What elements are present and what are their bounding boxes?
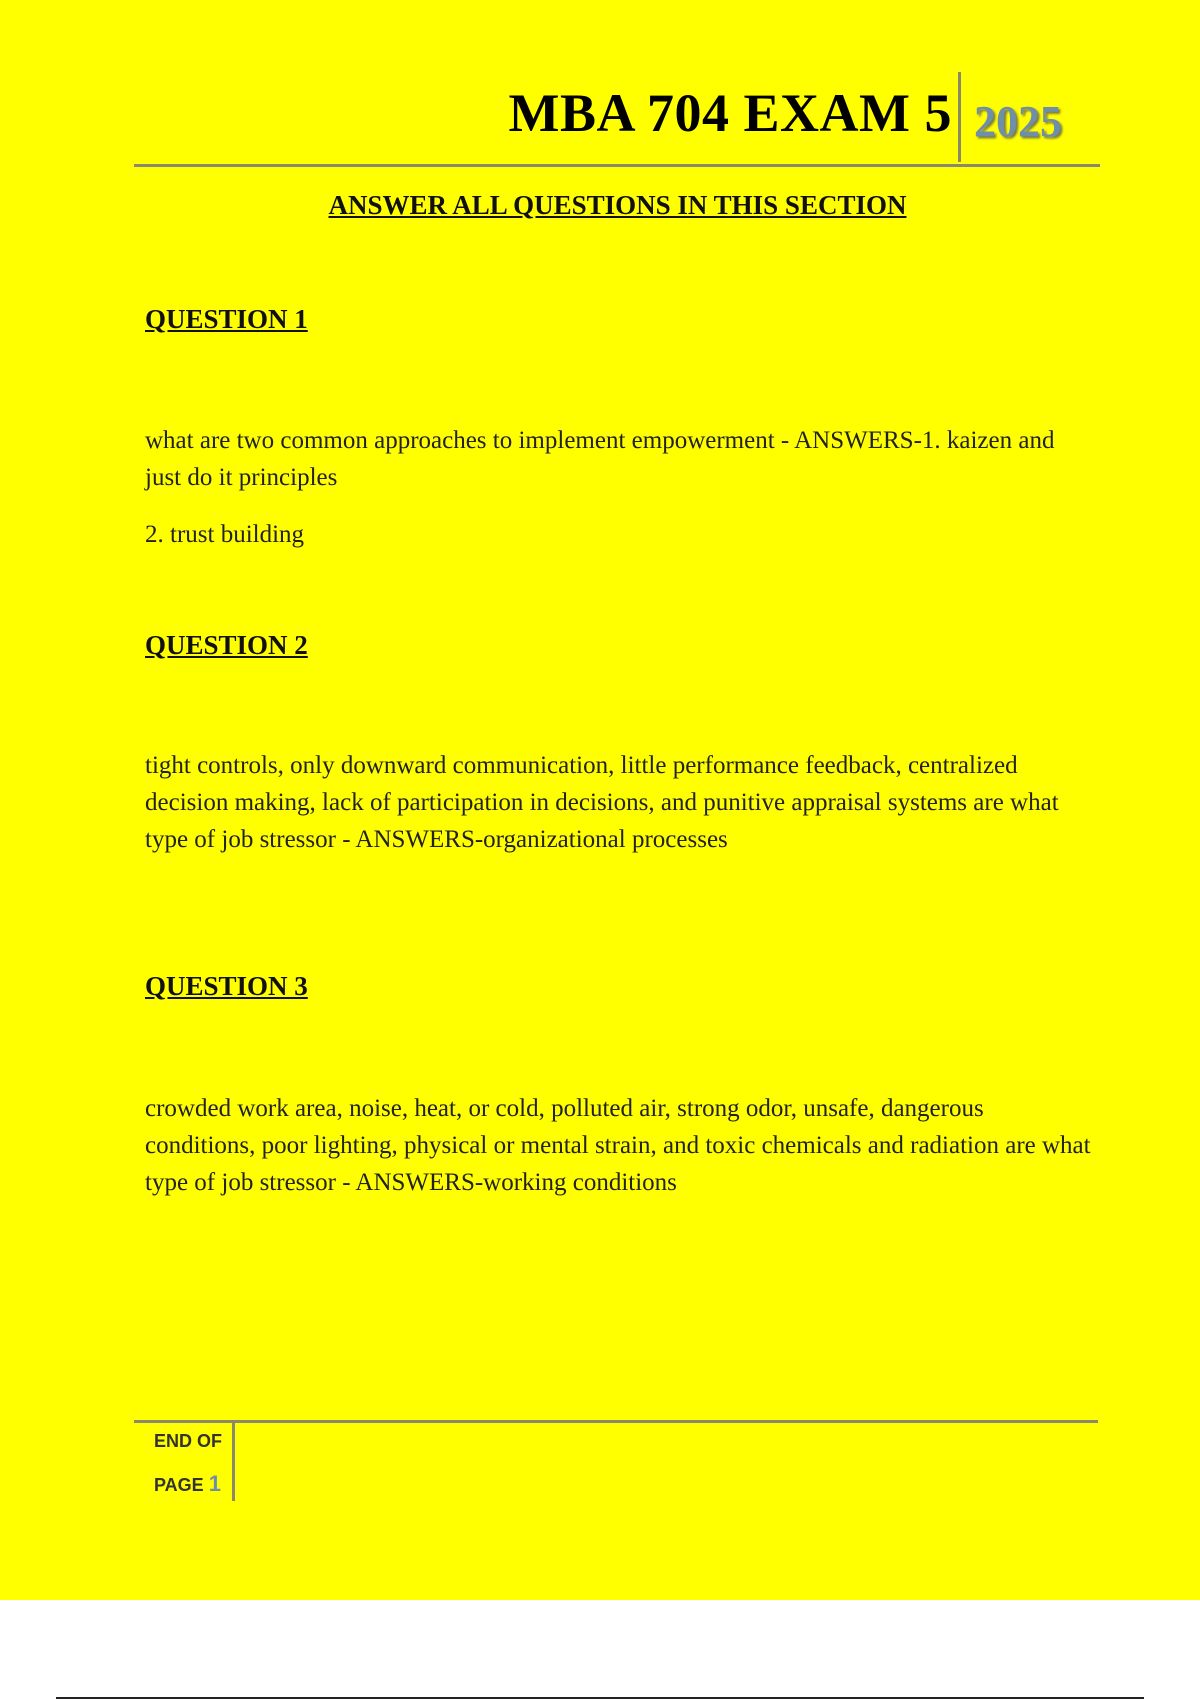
footer-page-number: 1	[208, 1471, 221, 1496]
question-2-text: tight controls, only downward communication, little performance feedback, centralized decision making, lack of participation in decisions, and punitive appraisal systems are what type of job stressor - ANSWERS-organizational processes	[145, 752, 1059, 853]
question-3-text: crowded work area, noise, heat, or cold, polluted air, strong odor, unsafe, dangerous conditions, poor lighting, physical or mental strain, and toxic chemicals and radiation are what type of job stressor - ANSWERS-working conditions	[145, 1095, 1091, 1196]
bottom-rule	[56, 1697, 1144, 1699]
page-footer	[134, 1420, 1098, 1501]
question-2-label: QUESTION 2	[145, 630, 308, 660]
footer-divider	[232, 1423, 235, 1501]
exam-year: 2025	[974, 97, 1062, 146]
footer-page-label	[154, 1471, 221, 1497]
question-1-text: what are two common approaches to implement empowerment - ANSWERS-1. kaizen and just do it principles	[145, 427, 1055, 491]
question-1-text-extra: 2. trust building	[145, 521, 305, 548]
question-3-label: QUESTION 3	[145, 971, 308, 1001]
exam-title: MBA 704 EXAM 5	[508, 83, 952, 143]
footer-page-word: PAGE	[154, 1475, 204, 1495]
header-divider	[958, 72, 961, 162]
section-heading: ANSWER ALL QUESTIONS IN THIS SECTION	[328, 190, 907, 220]
footer-end-label: END OF	[154, 1431, 223, 1451]
page-header	[134, 72, 1100, 167]
question-1-label: QUESTION 1	[145, 304, 308, 334]
